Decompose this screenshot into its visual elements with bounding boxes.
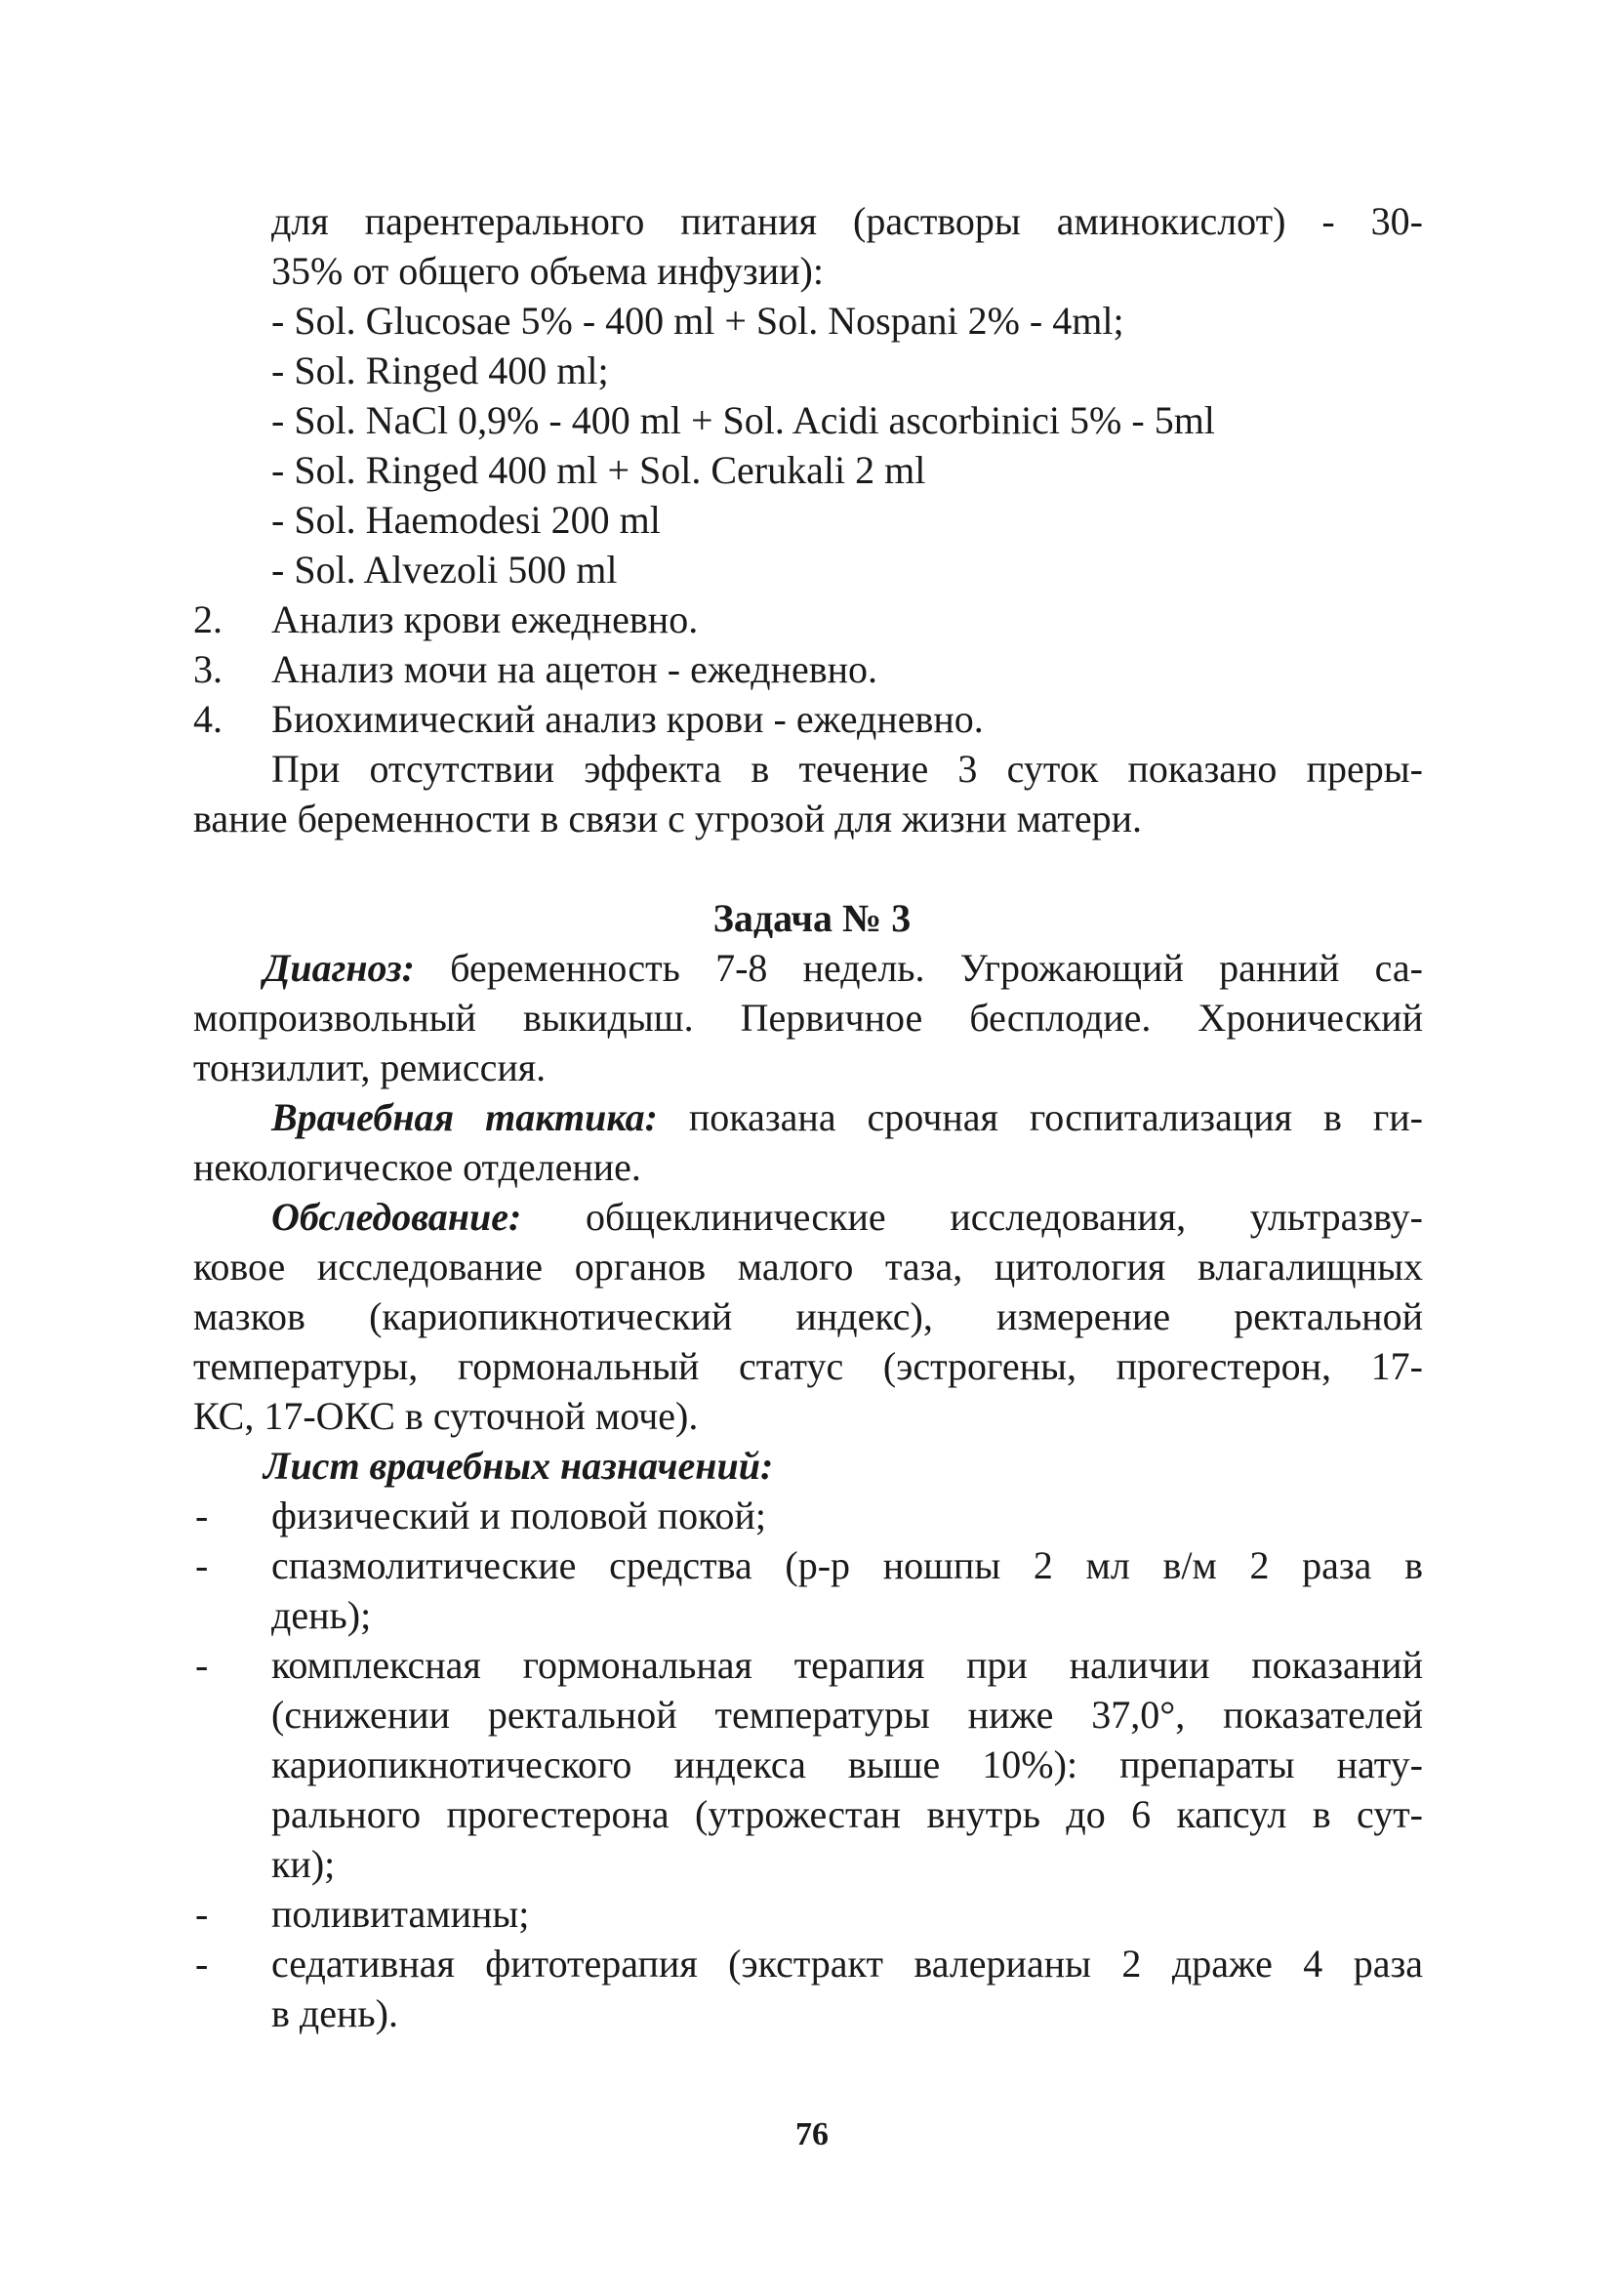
- diagnosis-line: [264, 946, 1423, 990]
- prescription-item: день);: [271, 1593, 372, 1637]
- prescription-item: рального прогестерона (утрожестан внутрь до 6 капсул в сут-: [271, 1792, 1423, 1836]
- prescription-item: (снижении ректальной температуры ниже 37,0°, показателей: [271, 1693, 1423, 1737]
- exam-line: ковое исследование органов малого таза, цитология влагалищных: [193, 1245, 1423, 1289]
- diagnosis-line: мопроизвольный выкидыш. Первичное бесплодие. Хронический: [193, 996, 1423, 1040]
- list-dash: -: [195, 1942, 209, 1986]
- prescription-item: комплексная гормональная терапия при наличии показаний: [271, 1643, 1423, 1687]
- solution-item: - Sol. Ringed 400 ml + Sol. Cerukali 2 ml: [271, 448, 926, 492]
- intro-line: 35% от общего объема инфузии):: [271, 249, 824, 293]
- exam-line: мазков (кариопикнотический индекс), измерение ректальной: [193, 1294, 1423, 1338]
- exam-line: КС, 17-ОКС в суточной моче).: [193, 1394, 699, 1438]
- prescription-item: спазмолитические средства (р-р ношпы 2 мл в/м 2 раза в: [271, 1543, 1423, 1587]
- prescription-item: кариопикнотического индекса выше 10%): препараты нату-: [271, 1742, 1423, 1786]
- solution-item: - Sol. Glucosae 5% - 400 ml + Sol. Nospani 2% - 4ml;: [271, 299, 1124, 343]
- prescription-item: физический и половой покой;: [271, 1494, 766, 1537]
- tactics-text: показана срочная госпитализация в ги-: [657, 1095, 1423, 1139]
- list-dash: -: [195, 1494, 209, 1537]
- list-number: 4.: [193, 697, 223, 741]
- prescription-item: седативная фитотерапия (экстракт валерианы 2 драже 4 раза: [271, 1942, 1423, 1986]
- exam-label: Обследование:: [271, 1195, 522, 1239]
- solution-item: - Sol. NaCl 0,9% - 400 ml + Sol. Acidi ascorbinici 5% - 5ml: [271, 398, 1215, 442]
- solution-item: - Sol. Haemodesi 200 ml: [271, 498, 661, 542]
- prescriptions-heading: Лист врачебных назначений:: [264, 1444, 774, 1488]
- numbered-item: Анализ крови ежедневно.: [271, 597, 699, 641]
- list-number: 2.: [193, 597, 223, 641]
- numbered-item: Биохимический анализ крови - ежедневно.: [271, 697, 984, 741]
- exam-line: температуры, гормональный статус (эстрогены, прогестерон, 17-: [193, 1344, 1423, 1388]
- list-number: 3.: [193, 647, 223, 691]
- list-dash: -: [195, 1643, 209, 1687]
- diagnosis-label: Диагноз:: [264, 946, 415, 990]
- diagnosis-text: беременность 7-8 недель. Угрожающий ранний са-: [414, 946, 1423, 990]
- exam-text: общеклинические исследования, ультразву-: [521, 1195, 1423, 1239]
- solution-item: - Sol. Alvezoli 500 ml: [271, 548, 618, 592]
- task-title: Задача № 3: [712, 896, 912, 940]
- solution-item: - Sol. Ringed 400 ml;: [271, 348, 609, 392]
- intro-line: для парентерального питания (растворы аминокислот) - 30-: [271, 199, 1423, 243]
- closing-line: При отсутствии эффекта в течение 3 суток показано преры-: [271, 747, 1423, 791]
- prescription-item: ки);: [271, 1842, 336, 1886]
- tactics-label: Врачебная тактика:: [271, 1095, 658, 1139]
- list-dash: -: [195, 1892, 209, 1936]
- tactics-line: [271, 1095, 1423, 1139]
- prescription-item: в день).: [271, 1991, 398, 2035]
- tactics-line: некологическое отделение.: [193, 1145, 641, 1189]
- closing-line: вание беременности в связи с угрозой для жизни матери.: [193, 797, 1143, 840]
- exam-line: [271, 1195, 1423, 1239]
- list-dash: -: [195, 1543, 209, 1587]
- prescription-item: поливитамины;: [271, 1892, 530, 1936]
- diagnosis-line: тонзиллит, ремиссия.: [193, 1045, 547, 1089]
- numbered-item: Анализ мочи на ацетон - ежедневно.: [271, 647, 878, 691]
- page-number: 76: [795, 2116, 829, 2152]
